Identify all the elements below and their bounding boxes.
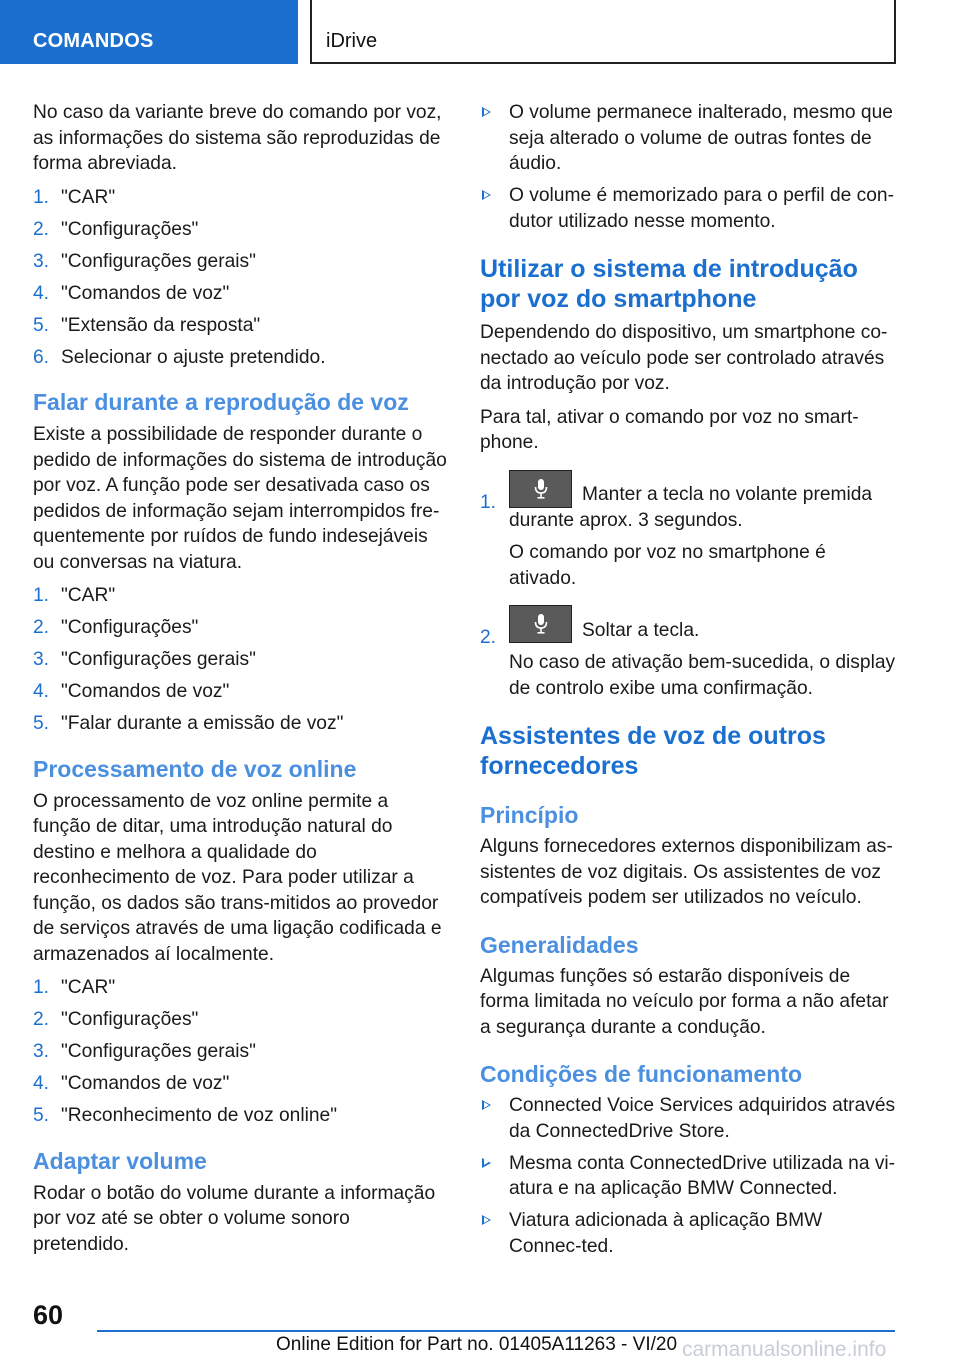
heading-general: Generalidades (480, 931, 639, 958)
paragraph-principle: Alguns fornecedores externos disponibilizam as‐sistentes de voz digitais. Os assistentes de voz compatíveis podem ser utilizados no veículo. (480, 836, 893, 908)
bullet-text: Mesma conta ConnectedDrive utilizada na vi‐atura e na aplicação BMW Connected. (509, 1152, 896, 1199)
bullet-text: O volume permanece inalterado, mesmo que seja alterado o volume de outras fontes de áudio. (509, 102, 893, 174)
heading-third-party-assistants: Assistentes de voz de outros fornecedores (480, 722, 826, 780)
step-number: 4. (33, 282, 50, 304)
heading-operating-conditions: Condições de funcionamento (480, 1061, 803, 1087)
step-number: 1. (480, 491, 497, 513)
step-number: 6. (33, 346, 50, 368)
step-number: 2. (33, 1009, 50, 1030)
step-number: 2. (33, 218, 50, 240)
paragraph-general: Algumas funções só estarão disponíveis de forma limitada no veículo por forma a não afetar a segurança durante a condução. (480, 965, 889, 1038)
steps-online-recognition (33, 975, 451, 1129)
list-item (480, 100, 898, 177)
step-text: "Configurações gerais" (61, 1041, 256, 1062)
heading-online-voice-processing: Processamento de voz online (33, 755, 357, 782)
step-number: 3. (33, 250, 50, 272)
bullet-text: Connected Voice Services adquiridos através da ConnectedDrive Store. (509, 1095, 896, 1142)
steps-response-length (33, 185, 451, 371)
list-item (33, 217, 451, 243)
step-number: 5. (33, 1105, 50, 1126)
bullet-text: Viatura adicionada à aplicação BMW Connec‐ted. (509, 1210, 823, 1257)
intro-paragraph: No caso da variante breve do comando por voz, as informações do sistema são reproduzidas de forma abreviada. (33, 102, 442, 174)
list-item (33, 679, 451, 705)
paragraph-smartphone-2: Para tal, ativar o comando por voz no smart‐phone. (480, 406, 859, 453)
step-text: Soltar a tecla. (582, 619, 700, 641)
list-item (33, 711, 451, 737)
footer-divider (97, 1330, 895, 1332)
list-item (33, 1103, 451, 1129)
list-item (33, 647, 451, 673)
step-text: "CAR" (61, 977, 116, 998)
footer-edition: Online Edition for Part no. 01405A11263 - VI/20 (276, 1334, 678, 1355)
triangle-bullet-icon (482, 107, 491, 117)
triangle-bullet-icon (482, 1215, 491, 1225)
step-text: "Extensão da resposta" (61, 314, 261, 336)
list-item (33, 583, 451, 609)
step-text: "Configurações" (61, 1009, 199, 1030)
step-text: "Configurações gerais" (61, 649, 256, 670)
list-item (480, 1208, 898, 1259)
step-text: "Comandos de voz" (61, 681, 230, 702)
bullet-text: O volume é memorizado para o perfil de con‐dutor utilizado nesse momento. (509, 185, 894, 232)
section-title: COMANDOS (33, 30, 154, 52)
step-text: "Comandos de voz" (61, 1073, 230, 1094)
paragraph-adjust-volume: Rodar o botão do volume durante a informação por voz até se obter o volume sonoro pretendido. (33, 1182, 436, 1255)
step-number: 3. (33, 649, 50, 670)
step-text: "Configurações" (61, 617, 199, 638)
list-item (33, 1039, 451, 1065)
step-number: 1. (33, 585, 50, 606)
list-item (33, 345, 451, 371)
microphone-icon (509, 605, 572, 643)
volume-bullets (480, 100, 898, 234)
right-column (480, 100, 898, 1266)
heading-principle: Princípio (480, 802, 579, 828)
step-number: 1. (33, 186, 50, 208)
step-number: 4. (33, 681, 50, 702)
microphone-icon (509, 470, 572, 508)
list-item (33, 249, 451, 275)
microphone-glyph (534, 478, 548, 500)
step-text: "CAR" (61, 186, 116, 208)
voice-step-1 (480, 470, 898, 592)
list-item (33, 1071, 451, 1097)
page-number: 60 (33, 1300, 64, 1330)
step-result: O comando por voz no smartphone é ativado. (509, 542, 826, 589)
list-item (33, 185, 451, 211)
step-text: "Configurações" (61, 218, 199, 240)
step-text: "CAR" (61, 585, 116, 606)
paragraph-smartphone-1: Dependendo do dispositivo, um smartphone co‐nectado ao veículo pode ser controlado através da introdução por voz. (480, 322, 888, 394)
triangle-bullet-icon (482, 1158, 491, 1168)
step-number: 5. (33, 713, 50, 734)
step-number: 2. (33, 617, 50, 638)
voice-step-2 (480, 605, 898, 701)
list-item (33, 615, 451, 641)
step-number: 2. (480, 627, 497, 648)
step-text: "Reconhecimento de voz online" (61, 1105, 338, 1126)
step-number: 3. (33, 1041, 50, 1062)
section-tab (0, 0, 298, 64)
step-text: "Configurações gerais" (61, 250, 256, 272)
triangle-bullet-icon (482, 190, 491, 200)
list-item (33, 1007, 451, 1033)
list-item (480, 183, 898, 234)
paragraph-speak-during-playback: Existe a possibilidade de responder durante o pedido de informações do sistema de introdução por voz. A função pode ser desativada caso os pedidos de informação sejam interrompidos fre‐quentemente por ruídos de fundo indesejáveis ou conversas na viatura. (33, 424, 447, 573)
heading-adjust-volume: Adaptar volume (33, 1147, 207, 1174)
chapter-title: iDrive (326, 30, 378, 52)
step-result: No caso de ativação bem-sucedida, o display de controlo exibe uma confirmação. (509, 652, 896, 699)
list-item (480, 1093, 898, 1144)
heading-smartphone-voice-input: Utilizar o sistema de introdução por voz do smartphone (480, 255, 858, 313)
chapter-tab (310, 0, 896, 64)
microphone-glyph (534, 613, 548, 635)
step-text: Selecionar o ajuste pretendido. (61, 346, 326, 368)
list-item (480, 1151, 898, 1202)
steps-speak-during-output (33, 583, 451, 737)
step-number: 5. (33, 314, 50, 336)
step-text: "Falar durante a emissão de voz" (61, 713, 344, 734)
step-number: 1. (33, 977, 50, 998)
heading-speak-during-playback: Falar durante a reprodução de voz (33, 389, 409, 415)
triangle-bullet-icon (482, 1100, 491, 1110)
conditions-bullets (480, 1093, 898, 1259)
watermark: carmanualsonline.info (682, 1338, 887, 1361)
list-item (33, 281, 451, 307)
step-number: 4. (33, 1073, 50, 1094)
list-item (33, 975, 451, 1001)
step-text: "Comandos de voz" (61, 282, 230, 304)
left-column (33, 100, 451, 1265)
list-item (33, 313, 451, 339)
paragraph-online-voice-processing: O processamento de voz online permite a função de ditar, uma introdução natural do destino e melhora a qualidade do reconhecimento de voz. Para poder utilizar a função, os dados são trans‐mitidos ao provedor de serviços através de uma ligação codificada e armazenados aí localmente. (33, 790, 442, 965)
step-text: Manter a tecla no volante premida durante aprox. 3 segundos. (509, 484, 873, 531)
